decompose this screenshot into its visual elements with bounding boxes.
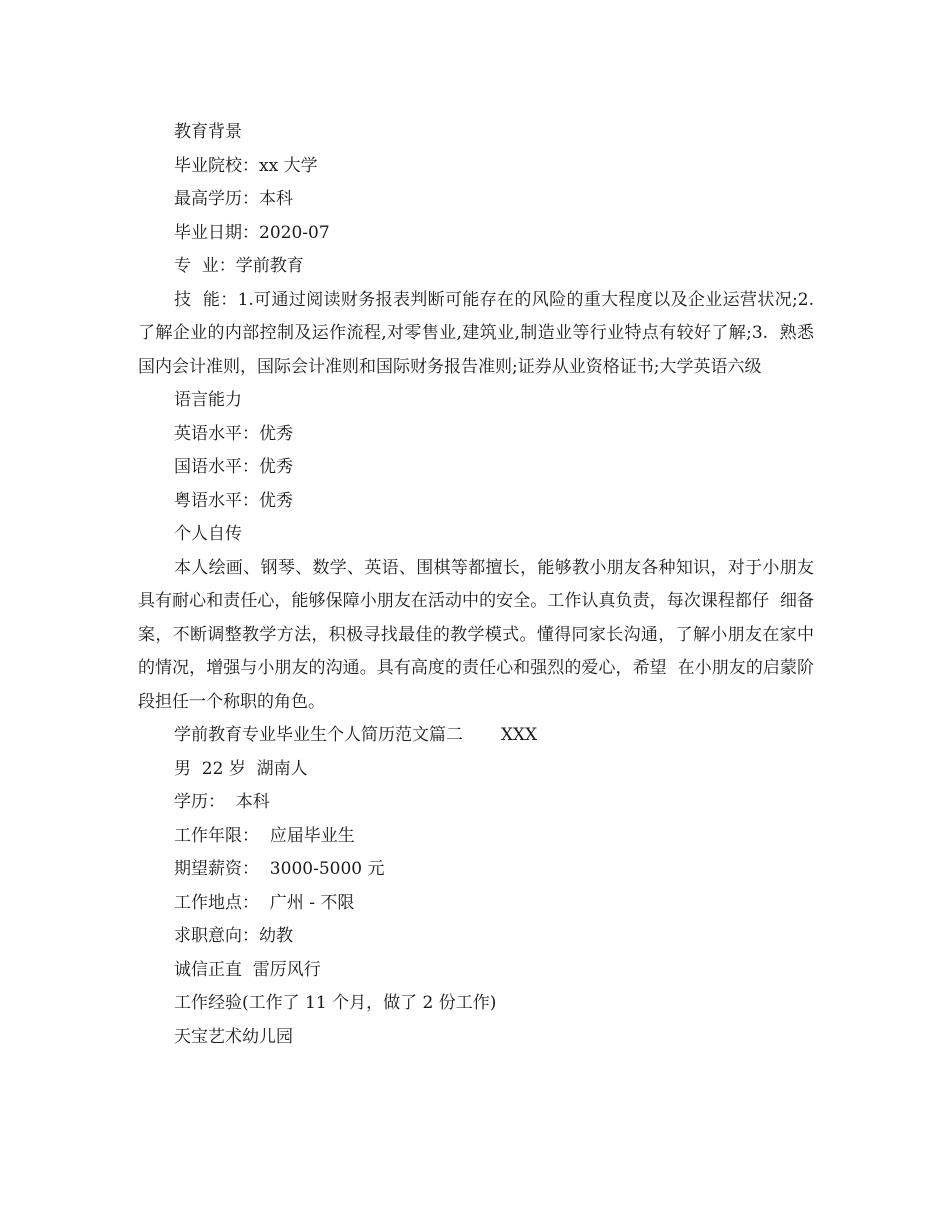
graduation-school: 毕业院校：xx 大学 <box>174 155 318 176</box>
resume2-title: 学前教育专业毕业生个人简历范文篇二 XXX <box>174 725 538 745</box>
employer: 天宝艺术幼儿园 <box>174 1026 293 1047</box>
basic-info: 男 22 岁 湖南人 <box>174 758 308 779</box>
skills-paragraph: 技 能：1.可通过阅读财务报表判断可能存在的风险的重大程度以及企业运营状况;2.了解企业的内部控制及运作流程,对零售业,建筑业,制造业等行业特点有较好了解;3. 熟悉国内会计准则，国际会计准则和国际财务报告准则;证券从业资格证书;大学英语六级 <box>138 289 814 377</box>
resume2-education: 学历： 本科 <box>174 792 270 812</box>
expected-salary: 期望薪资： 3000-5000 元 <box>174 859 385 879</box>
education-heading: 教育背景 <box>174 122 242 142</box>
major: 专 业：学前教育 <box>174 256 304 276</box>
self-intro-paragraph: 本人绘画、钢琴、数学、英语、围棋等都擅长，能够教小朋友各种知识，对于小朋友具有耐心和责任心，能够保障小朋友在活动中的安全。工作认真负责，每次课程都仔 细备案，不断调整教学方法，积极寻找最佳的教学模式。懂得同家长沟通，了解小朋友在家中的情况，增强与小朋友的沟通。具有高度的责任心和强烈的爱心，希望 在小朋友的启蒙阶段担任一个称职的角色。 <box>138 557 814 712</box>
mandarin-level: 国语水平：优秀 <box>174 457 293 477</box>
highest-degree: 最高学历：本科 <box>174 189 293 209</box>
english-level: 英语水平：优秀 <box>174 423 293 444</box>
graduation-date: 毕业日期：2020-07 <box>174 222 330 243</box>
document-page <box>138 116 814 1054</box>
motto: 诚信正直 雷厉风行 <box>174 959 321 980</box>
self-intro-heading: 个人自传 <box>174 524 242 544</box>
work-years: 工作年限： 应届毕业生 <box>174 825 355 846</box>
cantonese-level: 粤语水平：优秀 <box>174 490 293 511</box>
work-location: 工作地点： 广州 - 不限 <box>174 892 355 913</box>
work-experience: 工作经验(工作了 11 个月，做了 2 份工作) <box>174 993 497 1013</box>
language-heading: 语言能力 <box>174 390 242 410</box>
job-intention: 求职意向：幼教 <box>174 926 293 946</box>
